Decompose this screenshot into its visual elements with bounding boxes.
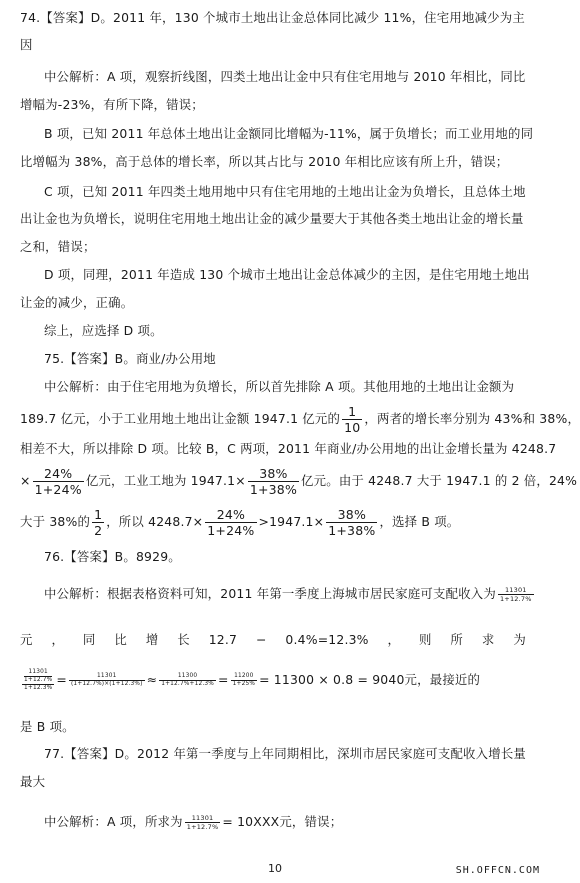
q76-fraction-shanghai [498,586,534,603]
equals-sign: = [56,672,67,687]
fraction-numerator: 11200 [231,673,257,681]
q75-text-4b: 亿元。由于 4248.7 大于 1947.1 的 2 倍，24% [301,473,578,488]
fraction-denominator: (1+12.7%)×(1+12.3%) [70,681,143,687]
q76-word: 元 [20,632,33,647]
inner-denominator: 1+12.7% [24,677,53,683]
q76-word: 求 [481,632,495,647]
q75-text-5c: >1947.1× [258,514,325,529]
q76-result-text: = 11300 × 0.8 = 9040元，最接近的 [259,672,481,687]
fraction-denominator: 1+12.7% [499,595,532,603]
fraction-numerator [22,669,54,685]
q74-answer-cont: 因 [20,37,33,52]
q76-word: 则 [418,632,432,647]
fraction-numerator: 11301 [185,814,221,823]
q75-analysis-3: 相差不大，所以排除 D 项。比较 B，C 两项，2011 年商业/办公用地的出让金增长量为 4248.7 [20,441,557,456]
inner-numerator: 11301 [24,669,52,677]
q75-analysis-2 [20,401,580,437]
q75-text-5b: ，所以 4248.7× [106,514,204,529]
q76-word: 增 [145,632,159,647]
times-sign: × [20,473,31,488]
q75-answer-line: 75.【答案】B。商业/办公用地 [44,351,216,366]
q77-text-a: 中公解析：A 项，所求为 [44,814,183,829]
approx-sign: ≈ [146,672,158,687]
q76-fraction-product [69,673,145,688]
q77-answer-line: 77.【答案】D。2012 年第一季度与上年同期相比，深圳市居民家庭可支配收入增长量 [44,746,527,761]
fraction-numerator: 11301 [69,673,145,681]
q74-answer-line: 74.【答案】D。2011 年，130 个城市土地出让金总体同比减少 11%，住宅用地减少为主 [20,10,525,25]
fraction-numerator: 11301 [498,586,534,595]
q75-analysis-5 [20,502,530,542]
q75-text-2a: 189.7 亿元，小于工业用地土地出让金额 1947.1 亿元的 [20,411,341,426]
q76-analysis-1 [44,582,530,606]
q76-text-1a: 中公解析：根据表格资料可知，2011 年第一季度上海城市居民家庭可支配收入为 [44,586,496,601]
q74-analysis-d1: D 项，同理，2011 年造成 130 个城市土地出让金总体减少的主因，是住宅用地土地出 [44,267,530,282]
q77-analysis-a [44,810,530,834]
fraction-numerator: 24% [33,466,84,482]
q76-word: − [255,632,267,647]
q76-fraction-25 [231,673,257,688]
site-watermark: SH.OFFCN.COM [455,865,540,876]
fraction-numerator: 11300 [159,673,216,681]
q76-word: 为 [513,632,526,647]
q75-fraction-half [92,507,104,538]
q74-analysis-b1: B 项，已知 2011 年总体土地出让金额同比增幅为-11%，属于负增长；而工业用地的同 [44,126,534,141]
q74-analysis-d2: 让金的减少，正确。 [20,295,134,310]
q74-analysis-a1: 中公解析：A 项，观察折线图，四类土地出让金中只有住宅用地与 2010 年相比，同比 [44,69,526,84]
q74-analysis-c1: C 项，已知 2011 年四类土地用地中只有住宅用地的土地出让金为负增长，且总体土地 [44,184,526,199]
q76-answer-line: 76.【答案】B。8929。 [44,549,181,564]
q76-word: 同 [82,632,96,647]
fraction-numerator: 24% [205,507,256,523]
q74-analysis-c2: 出让金也为负增长，说明住宅用地土地出让金的减少量要大于其他各类土地出让金的增长量 [20,211,524,226]
q75-text-4a: 亿元，工业工地为 1947.1× [85,473,246,488]
q76-formula-line [20,662,530,698]
q76-word: ， [387,632,401,647]
q76-justified-line [20,632,526,648]
fraction-denominator: 1+38% [328,523,376,538]
page-number: 10 [268,862,282,875]
fraction-denominator: 1+12.7%+12.3% [161,681,215,687]
equals-sign: = [218,672,229,687]
fraction-denominator: 1+12.7% [186,823,219,831]
q74-analysis-a2: 增幅为-23%，有所下降，错误； [20,97,204,112]
q76-word: ， [51,632,65,647]
q76-fraction-sum [159,673,216,688]
q74-conclusion: 综上，应选择 D 项。 [44,323,163,338]
q75-analysis-1: 中公解析：由于住宅用地为负增长，所以首先排除 A 项。其他用地的土地出让金额为 [44,379,515,394]
q74-analysis-c3: 之和，错误； [20,239,96,254]
fraction-denominator: 1+24% [207,523,255,538]
q75-fraction-38 [248,466,299,497]
q75-fraction-24 [33,466,84,497]
q75-text-5a: 大于 38%的 [20,514,91,529]
fraction-numerator: 38% [248,466,299,482]
fraction-denominator: 2 [94,523,103,538]
q75-fraction-24b [205,507,256,538]
q75-fraction-one-tenth [342,404,362,435]
q75-analysis-4 [20,461,578,501]
q77-text-b: = 10XXX元，错误； [222,814,343,829]
fraction-denominator: 1+25% [232,681,256,687]
fraction-denominator: 1+12.3% [24,685,53,691]
fraction-numerator: 38% [326,507,377,523]
fraction-numerator: 1 [342,404,362,420]
q77-fraction [185,814,221,831]
q77-answer-cont: 最大 [20,774,46,789]
q76-conclusion: 是 B 项。 [20,719,75,734]
fraction-denominator: 1+38% [249,482,298,497]
q75-fraction-38b [326,507,377,538]
q76-word: 比 [114,632,127,647]
q76-word: 长 [177,632,190,647]
fraction-denominator: 10 [344,420,361,435]
fraction-numerator: 1 [94,507,103,522]
q76-word: 12.7 [208,632,238,647]
q76-fraction-compound [22,669,54,692]
q76-word: 0.4%=12.3% [285,632,369,647]
q76-word: 所 [450,632,464,647]
fraction-denominator: 1+24% [34,482,82,497]
q74-analysis-b2: 比增幅为 38%，高于总体的增长率，所以其占比与 2010 年相比应该有所上升，错误； [20,154,509,169]
q75-text-2b: ，两者的增长率分别为 43%和 38%， [364,411,580,426]
q75-text-5d: ，选择 B 项。 [379,514,460,529]
